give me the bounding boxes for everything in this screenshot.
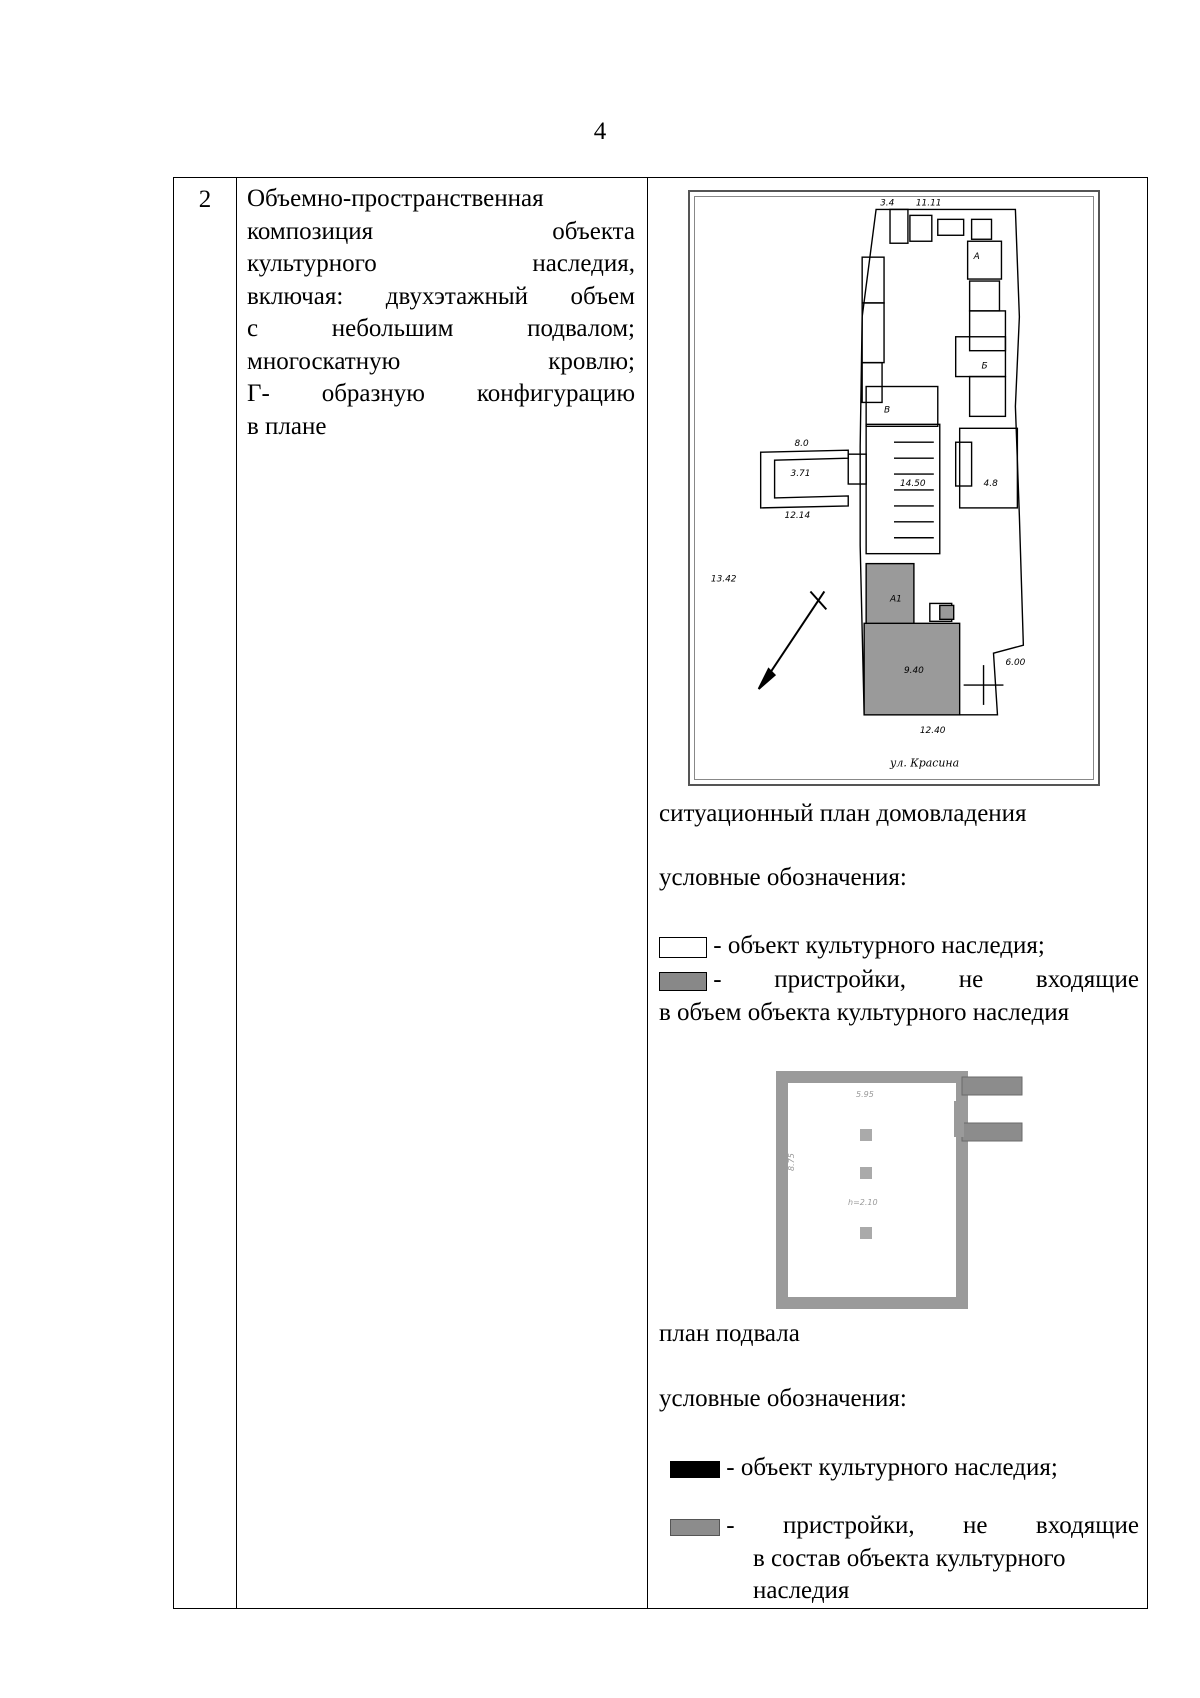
desc-word: объем [570, 282, 635, 310]
svg-text:8.0: 8.0 [794, 439, 809, 450]
desc-word: многоскатную [247, 347, 401, 375]
site-legend-annex-line-2: в объем объекта культурного наследия [659, 998, 1070, 1026]
site-plan-legend-title: условные обозначения: [659, 864, 907, 891]
legend-word: - [659, 1510, 735, 1543]
svg-text:3.71: 3.71 [790, 469, 811, 480]
desc-line-justified [247, 248, 635, 281]
desc-word: Г- [247, 380, 270, 407]
basement-legend-annex [659, 1510, 1139, 1608]
basement-legend-annex-line-2 [659, 1543, 1139, 1608]
desc-line-justified [247, 313, 635, 346]
svg-text:6.00: 6.00 [1005, 658, 1026, 669]
row-number: 2 [198, 186, 212, 213]
legend-word: входящие [1035, 1512, 1139, 1539]
street-label: ул. Красина [890, 756, 960, 770]
desc-line-justified [247, 346, 635, 379]
legend-line: в состав объекта культурного наследия [753, 1544, 1066, 1604]
desc-word: конфигурацию [476, 380, 635, 407]
basement-legend-annex-line-1 [659, 1510, 1139, 1543]
site-plan-drawing [694, 196, 1094, 780]
basement-legend-heritage [659, 1452, 1139, 1485]
basement-plan-legend-title: условные обозначения: [659, 1385, 907, 1412]
row-description [247, 183, 635, 443]
svg-text:12.14: 12.14 [784, 510, 811, 521]
svg-text:11.11: 11.11 [915, 198, 942, 209]
svg-text:12.40: 12.40 [919, 725, 946, 736]
desc-word: с [247, 315, 259, 342]
column-divider [647, 178, 648, 1608]
svg-text:h=2.10: h=2.10 [848, 1198, 878, 1207]
legend-swatch-grey [670, 1519, 720, 1536]
column-divider [236, 178, 237, 1608]
legend-word: пристройки, [782, 1512, 915, 1539]
desc-line-justified [247, 281, 635, 314]
legend-word: не [958, 966, 984, 993]
svg-text:В: В [884, 405, 891, 416]
svg-text:3.4: 3.4 [880, 198, 895, 209]
legend-word: не [963, 1512, 988, 1539]
svg-text:5.95: 5.95 [856, 1090, 874, 1099]
svg-text:4.8: 4.8 [983, 479, 998, 490]
desc-word: включая: [247, 282, 344, 310]
legend-swatch-grey [659, 972, 707, 991]
site-legend-annex [659, 964, 1139, 1029]
site-plan-figure [688, 190, 1100, 786]
desc-word: подвалом; [527, 315, 635, 342]
desc-word: наследия, [532, 250, 635, 277]
legend-word: - [659, 964, 722, 997]
desc-line-justified [247, 216, 635, 249]
legend-swatch-black [670, 1461, 720, 1478]
desc-word: небольшим [331, 315, 454, 342]
basement-plan-drawing [776, 1071, 1036, 1311]
desc-line: в плане [247, 412, 327, 440]
basement-plan-caption: план подвала [659, 1320, 800, 1347]
svg-text:А1: А1 [890, 594, 902, 605]
svg-text:14.50: 14.50 [899, 479, 926, 490]
desc-word: образную [321, 380, 425, 407]
legend-word: входящие [1035, 966, 1139, 993]
site-legend-annex-line-1 [659, 964, 1139, 997]
desc-word: объекта [552, 217, 635, 245]
svg-text:8.75: 8.75 [787, 1153, 796, 1171]
legend-text: - объект культурного наследия; [713, 932, 1045, 959]
legend-swatch-white [659, 937, 707, 958]
legend-text: - объект культурного наследия; [726, 1454, 1058, 1481]
svg-text:Б: Б [981, 361, 988, 372]
desc-word: кровлю; [548, 347, 635, 375]
legend-word: пристройки, [774, 966, 907, 993]
desc-word: двухэтажный [385, 282, 529, 310]
desc-line-justified [247, 378, 635, 411]
svg-text:9.40: 9.40 [903, 666, 924, 677]
site-legend-heritage [659, 930, 1139, 963]
desc-word: композиция [247, 217, 374, 245]
site-plan-caption: ситуационный план домовладения [659, 800, 1027, 827]
svg-text:13.42: 13.42 [710, 574, 737, 585]
desc-line: Объемно-пространственная [247, 185, 544, 212]
document-table [173, 177, 1148, 1609]
page-number: 4 [593, 118, 607, 145]
desc-word: культурного [247, 250, 377, 277]
svg-text:А: А [973, 252, 980, 263]
